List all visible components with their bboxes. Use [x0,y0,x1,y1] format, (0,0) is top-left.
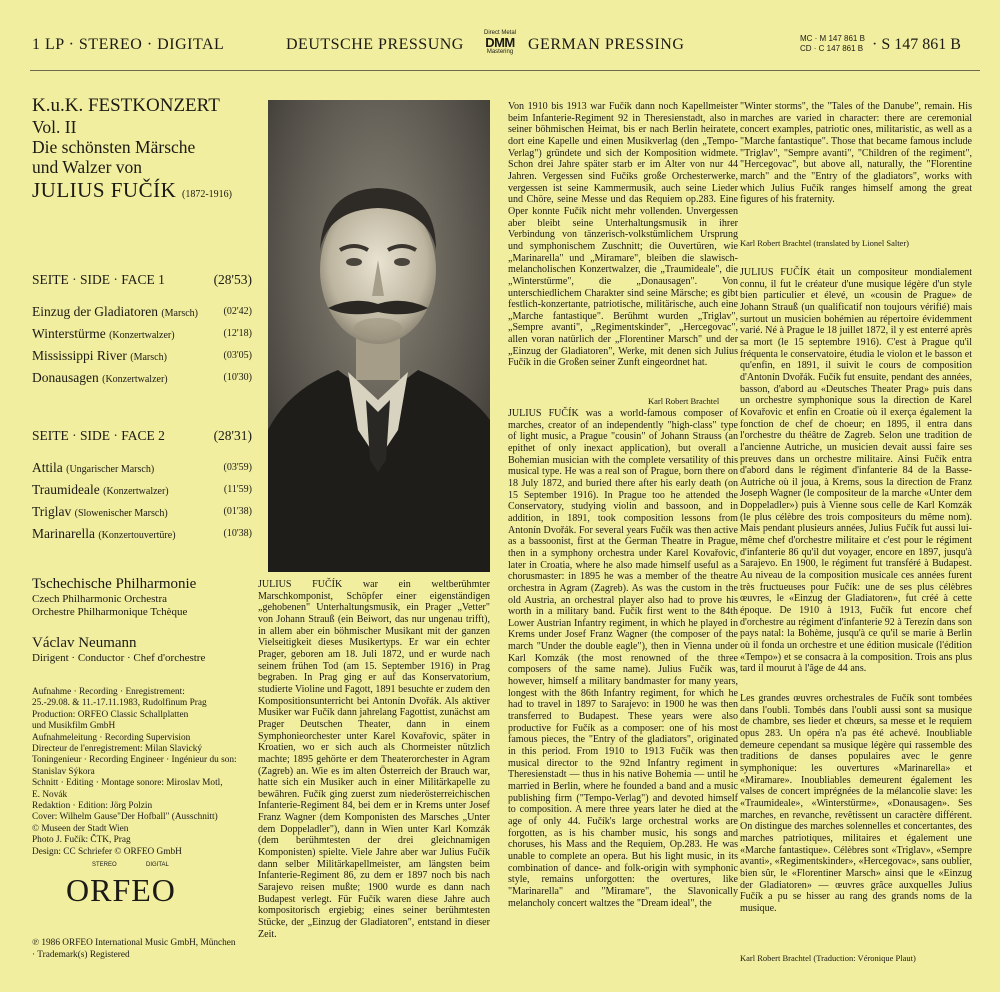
logo-word: ORFEO [66,872,176,908]
title-line-2: Vol. II [32,117,77,137]
track-list-item [32,370,252,386]
pressing-label-en: GERMAN PRESSING [528,36,685,53]
track-title: Einzug der Gladiatoren [32,304,158,319]
portrait-photo [268,100,490,572]
side-2-heading-text: SEITE · SIDE · FACE 2 [32,428,165,443]
track-list-item [32,348,252,364]
title-line-1: K.u.K. FESTKONZERT [32,95,220,116]
track-title: Marinarella [32,526,95,541]
text-en-part1 [508,408,738,909]
dmm-top-text: Direct Metal [483,30,516,36]
dmm-logo-text: DMM [485,35,515,50]
credit-line: Directeur de l'enregistrement: Milan Slavický [32,744,202,755]
text-fr-part1 [740,267,972,675]
catalog-mc: MC · M 147 861 B [800,34,865,43]
track-list-item [32,326,252,342]
track-title: Attila [32,460,63,475]
track-form: (Marsch) [130,352,167,363]
side-1-duration: (28'53) [213,272,252,287]
composer-name-text: JULIUS FUČÍK [32,178,177,202]
credit-line: 25.-29.08. & 11.-17.11.1983, Rudolfinum Prag [32,698,207,709]
track-form: (Konzertwalzer) [103,486,169,497]
orchestra-block [32,575,247,619]
credit-line: Cover: Wilhelm Gause"Der Hofball" (Ausschnitt) [32,812,218,823]
paragraph: Von 1910 bis 1913 war Fučík dann noch Kapellmeister beim Infanterie-Regiment 92 in Theresienstadt, also in seiner böhmischen Heimat, bis er nach Berlin heiratete, dort eine Kapelle und einen Musikverlag (den „Tempo-Verlag") gründete und sich der Komposition widmete. Schon drei Jahre später starb er im Alter von nur 44 Jahren. Vergessen sind Fučíks große Orchesterwerke, vergessen ist seine Kammermusik, auch seine Lieder und Chöre, seine Messe und das Requiem op.283. Eine Oper konnte Fučík nicht mehr vollenden. Unvergessen aber bleibt seine Unterhaltungsmusik in ihrer Verbindung von tänzerisch-volkstümlichem Ursprung und symphonischem Zuschnitt; die Ouvertüren, wie „Marinarella" und „Miramare", bleiben die slawisch-melancholischen Konzertwalzer, die „Traumideale", die „Winterstürme", die „Donausagen". Von unterschiedlichem Charakter sind seine Märsche; es gibt festlich-konzertante, patriotische, militärische, auch eine „Marche fantastique". Berühmt wurden „Triglav", „Sempre avanti", „Regimentskinder", „Hercegovac", allen voran natürlich der „Florentiner Marsch" und der „Einzug der Gladiatoren", Werke, mit denen sich Julius Fučík in die Großen seiner Zunft eingeordnet hat. [508,101,738,369]
track-title: Traumideale [32,482,100,497]
dmm-logo [476,30,524,56]
track-title: Donausagen [32,370,99,385]
track-list-item [32,482,252,498]
title-line-4: und Walzer von [32,157,143,177]
orchestra-name-fr: Orchestre Philharmonique Tchèque [32,606,188,618]
text-de-part1 [258,579,490,940]
catalog-number: · S 147 861 B [872,36,961,53]
track-time: (11'59) [223,484,252,495]
credit-line: Photo J. Fučík: ČTK, Prag [32,835,131,846]
signature-de: Karl Robert Brachtel [648,396,720,406]
copyright-notice [32,937,262,961]
track-form: (Konzertouvertüre) [98,530,176,541]
credit-line: Aufnahmeleitung · Recording Supervision [32,732,191,743]
paragraph: JULIUS FUČÍK était un compositeur mondialement connu, il fut le créateur d'une musique légère d'un style bien particulier et élevé, un «cousin de Prague» de Johann Strauß (un qualificatif non toujours vérifié) mais surtout un musicien bohémien au répertoire évidemment varié. Né à Prague le 18 juillet 1872, il y est enterré après sa mort (le 15 septembre 1916). C'est à Prague qu'il fréquenta le conservatoire, étudia le violon et le basson et qu'enfin, en 1891, il suivit le cours de composition d'Antonín Dvořák. Fučík fut ensuite, pendant des années, basson, d'abord au «Deutsches Theater Prag» puis dans un orchestre symphonique sous la direction de Karel Kovařovic et enfin en Croatie où il exerça également la fonction de chef de choeur; en 1895, il entra dans l'orchestre du théâtre de Zagreb. Selon une tradition de l'ancienne Autriche, un musicien devait aussi faire ses preuves dans un orchestre militaire. Ainsi Fučík entra d'abord dans le régiment d'infanterie 84 de la Basse-Autriche où il joua, à Krems, sous la direction de Franz Joseph Wagner (le compositeur de la marche «Unter dem Doppeladler») puis à Vienne sous celle de Karl Komzák (le plus célèbre des trois compositeurs du même nom). Mais pendant plusieurs années, Julius Fučík fut aussi lui-même chef d'orchestre militaire et c'est pour le régiment d'infanterie 86 qu'il dut voyager, encore en 1897, jusqu'à Sarajevo. En 1900, le régiment fut transféré à Budapest. Au niveau de la composition musicale ces années furent très fructueuses pour Fučík: une de ses plus célèbres œuvres, le «Einzug der Gladiatoren», fut créé à cette époque. De 1910 à 1913, Fučík fut encore chef d'orchestre au régiment d'infanterie 92 à Terezín dans son pays natal: la Bohème, jusqu'à ce qu'il se marie à Berlin où il fonda un orchestre et une édition musicale (l'édition «Tempo») et se consacra à la composition. Trois ans plus tard il mourut à l'âge de 44 ans. [740,267,972,675]
credit-line: Production: ORFEO Classic Schallplatten [32,709,189,720]
track-title: Winterstürme [32,326,106,341]
alt-catalog-numbers [800,34,865,54]
conductor-role: Dirigent · Conductor · Chef d'orchestre [32,652,206,664]
dmm-bottom-text: Mastering [486,49,514,55]
title-line-3: Die schönsten Märsche [32,137,196,157]
credit-line: Schnitt · Editing · Montage sonore: Miroslav Motl, [32,778,223,789]
paragraph: Les grandes œuvres orchestrales de Fučík sont tombées dans l'oubli. Tombés dans l'oubli aussi sont sa musique de chambre, ses lieder et chœurs, sa messe et le requiem opus 283. Un opéra n'a pas été achevé. Inoubliable demeure cependant sa musique légère qui rassemble des traditions de danses populaires avec le genre symphonique: les ouvertures «Marinarella» et «Miramare». Inoubliables demeurent également les valses de concert imprégnées de la mélancolie slave: les «Traumideale», «Winterstürme», «Donausagen». Ses marches, en revanche, revêtissent un caractère différent. On distingue des marches solennelles et concertantes, des marches patriotiques, militaires et également une «Marche fantastique». Célèbres sont «Triglav», «Sempre avanti», «Regimentskinder», «Hercegovac», sans oublier, bien sûr, le «Florentiner Marsch» ainsi que le «Einzug der Gladiatoren» — œuvres grâce auxquelles Julius Fučík a pu se hisser au rang des grands noms de la musique. [740,693,972,914]
composer-years: (1872-1916) [182,189,233,200]
credit-line: Design: CC Schriefer © ORFEO GmbH [32,846,182,857]
paragraph: JULIUS FUČÍK war ein weltberühmter Marschkomponist, Schöpfer einer eigenständigen „gehobenen" Unterhaltungsmusik, ein Prager „Vetter" von Johann Strauß (ein Beiwort, das nur ungenau trifft), in allem aber ein böhmischer Musikant mit der ganzen Vielseitigkeit dieses Musikertyps. Er war ein echter Prager, geboren am 18. Juli 1872, und er wurde nach seinem frühen Tod (am 15. September 1916) in Prag begraben. In Prag ging er auf das Konservatorium, studierte Violine und Fagott, 1891 besuchte er zudem den Kompositionsunterricht bei Antonín Dvořák. Als aktiver Musiker war Fučík dann jahrelang Fagottist, zunächst am Prager Deutschen Theater, dann in einem Symphonieorchester unter Karel Kovařovic, später in Kroatien, wo er sich auch als Chormeister nützlich machte; 1895 gehörte er dem Theaterorchester in Agram (Zagreb) an. Wie es im alten Österreich der Brauch war, hatte sich ein Musiker auch in einer Militärkapelle zu bewähren. Fučík ging zuerst zum niederösterreichischen Infanterie-Regiment 84, bei dem er in Krems unter Josef Franz Wagner (dem Komponisten des Marsches „Unter dem Doppeladler"), dann in Wien unter Karl Komzák (dem berühmtesten der drei gleichnamigen Komponisten) spielte. Viele Jahre aber war Julius Fučík dann selber Militärkapellmeister, am längsten beim Infanterie-Regiment 86, zu dem er 1897 noch bis nach Sarajevo reisen mußte; 1900 wurde es dann nach Budapest verlegt. Für Fučík waren diese Jahre auch kompositorisch ergiebig; eines seiner berühmtesten Stücke, der „Einzug der Gladiatoren", entstand in dieser Zeit. [258,579,490,940]
track-form: (Konzertwalzer) [102,374,168,385]
text-en-part2 [740,101,972,206]
side-1-heading [32,272,252,288]
header-divider [30,70,980,71]
title-block [32,95,252,208]
text-fr-part2 [740,693,972,914]
track-list-item [32,460,252,476]
track-form: (Slowenischer Marsch) [74,508,168,519]
track-title: Mississippi River [32,348,127,363]
orchestra-name: Tschechische Philharmonie [32,576,197,592]
track-time: (10'38) [223,528,252,539]
catalog-cd: CD · C 147 861 B [800,44,864,53]
portrait-illustration [268,100,490,572]
track-time: (10'30) [223,372,252,383]
signature-fr: Karl Robert Brachtel (Traduction: Véronique Plaut) [740,953,916,963]
track-time: (12'18) [223,328,252,339]
credit-line: Stanislav Sýkora [32,766,95,777]
logo-digital: DIGITAL [146,862,169,868]
pressing-label-de: DEUTSCHE PRESSUNG [286,36,464,53]
track-form: (Marsch) [161,308,198,319]
track-time: (02'42) [223,306,252,317]
composer-name [32,177,252,208]
credit-line: Toningenieur · Recording Engineer · Ingénieur du son: [32,755,237,766]
paragraph: "Winter storms", the "Tales of the Danube", remain. His marches are varied in character: there are ceremonial concert examples, patriotic ones, militaristic, as well as a "Marche fantastique". Those that became famous include "Triglav", "Sempre avanti", "Children of the regiment", "Hercegovac", but above all, naturally, the "Florentine march" and the "Entry of the gladiators", works with which Julius Fučík ranges himself among the great figures of his fraternity. [740,101,972,206]
track-list-item [32,526,252,542]
signature-en: Karl Robert Brachtel (translated by Lionel Salter) [740,238,909,248]
credit-line: © Museen der Stadt Wien [32,823,129,834]
text-de-part2 [508,101,738,369]
track-time: (03'59) [223,462,252,473]
conductor-name: Václav Neumann [32,635,137,651]
header-bar [0,30,1000,70]
side-2-duration: (28'31) [213,428,252,443]
orchestra-name-en: Czech Philharmonic Orchestra [32,593,168,605]
credit-line: und Musikfilm GmbH [32,721,116,732]
logo-stereo: STEREO [92,862,117,868]
conductor-block [32,634,247,665]
copyright-line: ℗ 1986 ORFEO International Music GmbH, München [32,938,236,948]
track-time: (01'38) [223,506,252,517]
track-form: (Ungarischer Marsch) [66,464,155,475]
recording-credits [32,687,260,858]
track-form: (Konzertwalzer) [109,330,175,341]
track-time: (03'05) [223,350,252,361]
side-2-heading [32,428,252,444]
side-1-heading-text: SEITE · SIDE · FACE 1 [32,272,165,287]
copyright-line: · Trademark(s) Registered [32,950,130,960]
track-list-item [32,304,252,320]
credit-line: Redaktion · Edition: Jörg Polzin [32,801,153,812]
credit-line: Aufnahme · Recording · Enregistrement: [32,687,185,697]
credit-line: E. Novák [32,789,68,800]
format-label: 1 LP · STEREO · DIGITAL [32,36,225,53]
track-title: Triglav [32,504,72,519]
paragraph: JULIUS FUČÍK was a world-famous composer of marches, creator of an independently "high-class" type of light music, a Prague "cousin" of Johann Strauss (an epithet of only inexact application), but overall a Bohemian musician with the complete versatility of this musical type. He was a real son of Prague, born there on 18 July 1872, and buried there after his early death (on 15 September 1916). In Prague too he attended the Conservatory, studying violin and bassoon, and in addition, in 1891, took composition lessons from Antonín Dvořák. For several years Fučík was then active as a bassoonist, first at the German Theatre in Prague, then in a symphony orchestra under Karel Kovařovic, later in Croatia, where he also made himself useful as a chorusmaster: in 1895 he was a member of the theatre orchestra in Agram (Zagreb). As was the custom in the old Austria, an orchestral player also had to prove his worth in a military band. Fučík first went to the 84th Lower Austrian Infantry regiment, in which he played in Krems under Josef Franz Wagner (the composer of the march "Under the double eagle"), then in Vienna under Karl Komzák (the most renowned of the three composers of the same name). Julius Fučík was, however, himself a military bandmaster for many years, longest with the 86th Infantry regiment, for which he had to travel in 1897 to Sarajevo: in 1900 he was then transferred to Budapest. These years were also productive for Fučík as a composer: one of his most famous pieces, the "Entry of the gladiators", originated in this period. From 1910 to 1913 Fučík was then musical director to the 92nd Infantry regiment in Theresienstadt — thus in his native Bohemia — until he married in Berlin, where he founded a band and a music publishing firm ("Tempo-Verlag") and devoted himself to composition. A mere three years later he died at the age of only 44. Fučík's large orchestral works are forgotten, as is his chamber music, his songs and choruses, his Mass and the Requiem, Op.283. He was unable to complete an opera. But his light music, in its combination of dance- and folk-origin with symphonic style, remains unforgotten: the overtures, like "Marinarella" and "Miramare", the Slavonically melancholy concert waltzes the "Dream ideal", the [508,408,738,909]
orfeo-logo [62,862,202,918]
track-list-item [32,504,252,520]
